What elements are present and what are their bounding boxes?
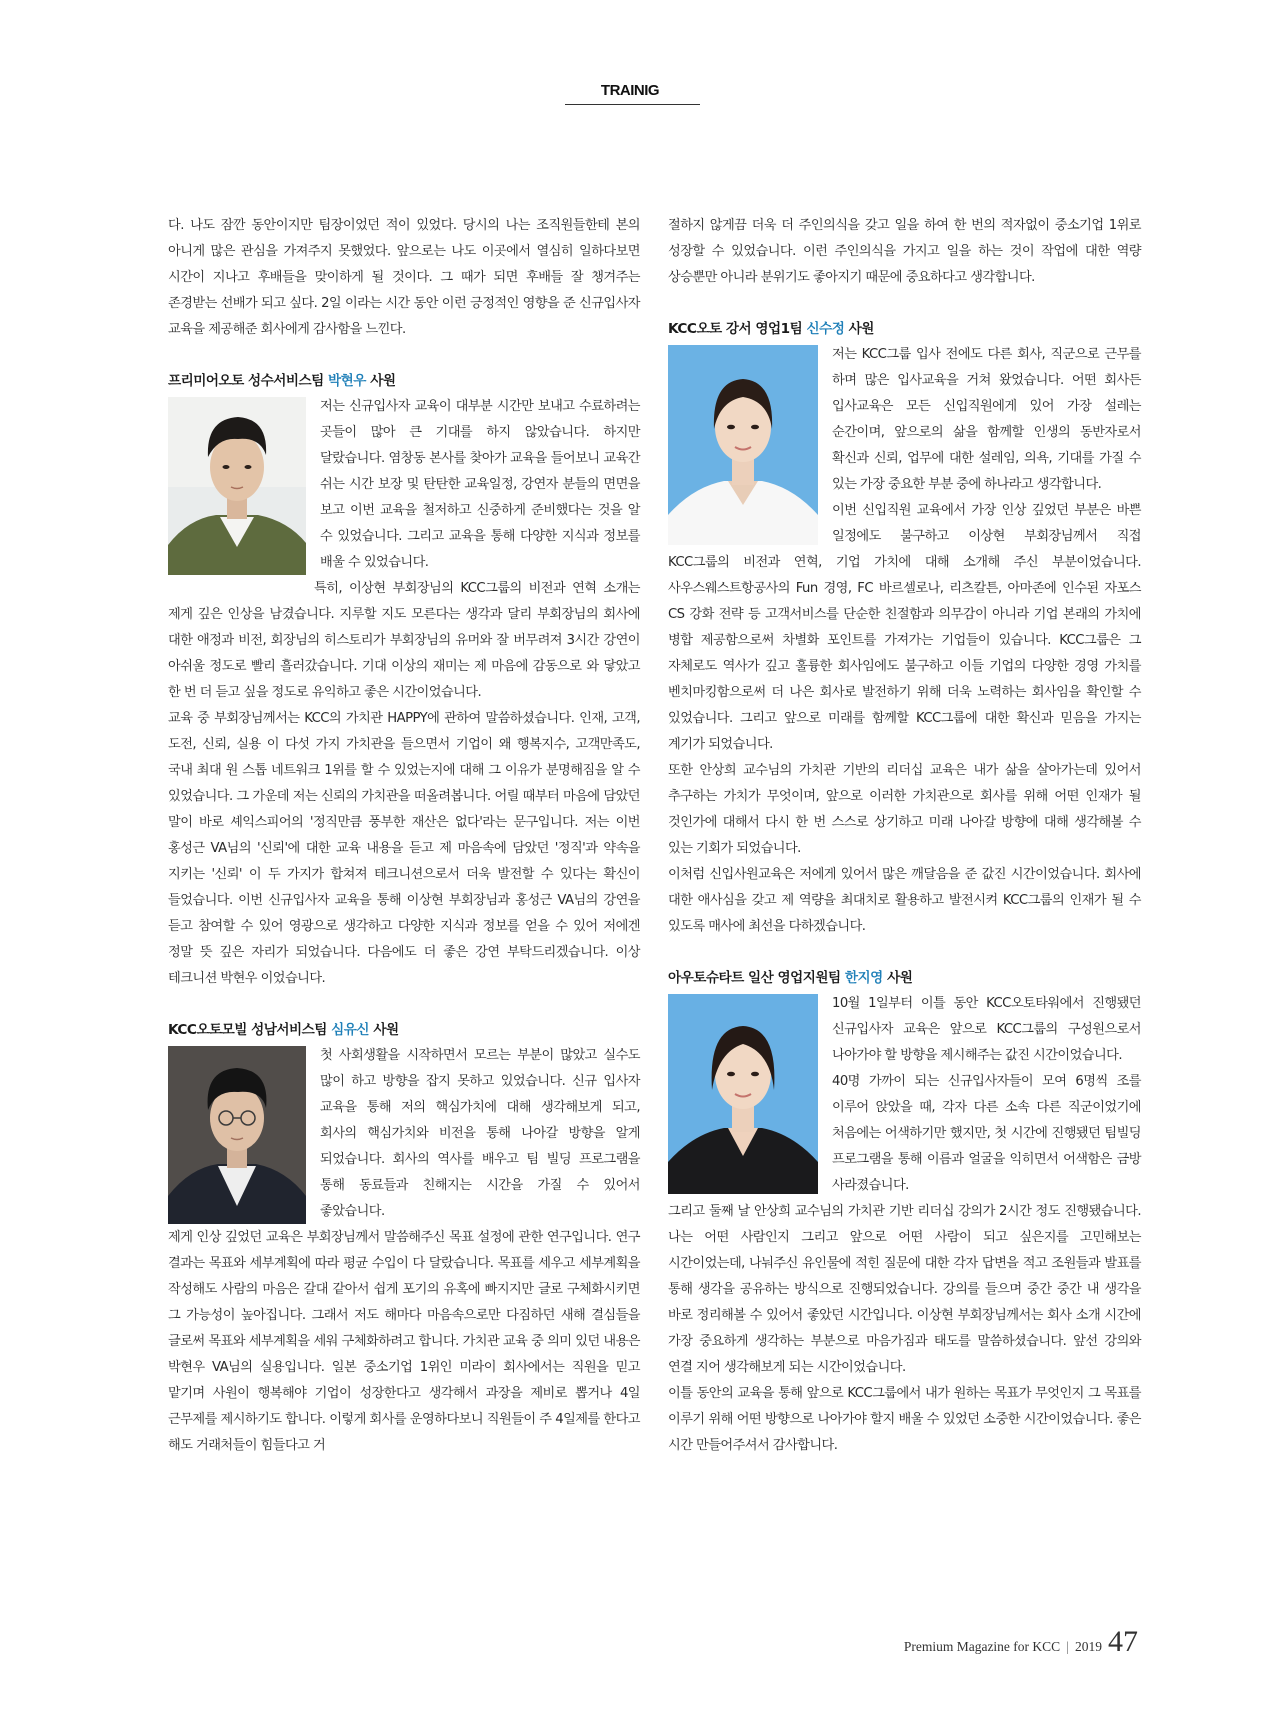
person-title: 사원	[370, 373, 396, 389]
paragraph: 40명 가까이 되는 신규입사자들이 모여 6명씩 조를 이루어 앉았을 때, 각자 다른 소속 다른 직군이었기에 처음에는 어색하기만 했지만, 첫 시간에 진행됐던 팀빌딩 프로그램을 통해 이름과 얼굴을 익히면서 어색함은 금방 사라졌습니다.	[832, 1074, 1141, 1193]
paragraph: 저는 신규입사자 교육이 대부분 시간만 보내고 수료하려는 곳들이 많아 큰 기대를 하지 않았습니다. 하지만 달랐습니다. 염창동 본사를 찾아가 교육을 들어보니 교육간 쉬는 시간 보장 및 탄탄한 교육일정, 강연자 분들의 면면을 보고 이번 교육을 철저하고 신중하게 준비했다는 것을 알 수 있었습니다. 그리고 교육을 통해 다양한 지식과 정보를 배울 수 있었습니다.	[320, 399, 640, 570]
person-name: 한지영	[844, 970, 883, 986]
portrait-photo	[668, 994, 818, 1194]
paragraph: 제게 인상 깊었던 교육은 부회장님께서 말씀해주신 목표 설정에 관한 연구입니다. 연구 결과는 목표와 세부계획에 따라 평균 수입이 다 달랐습니다. 목표를 세우고 세부계획을 작성해도 사람의 마음은 갈대 같아서 쉽게 포기의 유혹에 빠지지만 글로 구체화시키면 그 가능성이 높아집니다. 그래서 저도 해마다 마음속으로만 다짐하던 새해 결심들을 글로써 목표와 세부계획을 세워 구체화하려고 합니다. 가치관 교육 중 의미 있던 내용은 박현우 VA님의 실용입니다. 일본 중소기업 1위인 미라이 회사에서는 직원을 믿고 맡기며 사원이 행복해야 기업이 성장한다고 생각해서 과장을 제비로 뽑거나 4일 근무제를 제시하기도 합니다. 이렇게 회사를 운영하다보니 직원들이 주 4일제를 한다고 해도 거래처들이 힘들다고 거	[168, 1230, 640, 1453]
testimonial-sim-yusin	[168, 1017, 640, 1459]
page-footer	[904, 1627, 1138, 1657]
intro-paragraph: 다. 나도 잠깐 동안이지만 팀장이었던 적이 있었다. 당시의 나는 조직원들한테 본의 아니게 많은 관심을 가져주지 못했었다. 앞으로는 나도 이곳에서 열심히 일하다보면 시간이 지나고 후배들을 맞이하게 될 것이다. 그 때가 되면 후배들 잘 챙겨주는 존경받는 선배가 되고 싶다. 2일 이라는 시간 동안 이런 긍정적인 영향을 준 신규입사자 교육을 제공해준 회사에게 감사함을 느낀다.	[168, 218, 640, 337]
testimonial-park-hyunwoo	[168, 368, 640, 992]
section-label: TRAINIG	[600, 82, 660, 99]
paragraph: 10월 1일부터 이틀 동안 KCC오토타워에서 진행됐던 신규입사자 교육은 앞으로 KCC그룹의 구성원으로서 나아가야 할 방향을 제시해주는 값진 시간이었습니다.	[832, 996, 1141, 1063]
paragraph: 첫 사회생활을 시작하면서 모르는 부분이 많았고 실수도 많이 하고 방향을 잡지 못하고 있었습니다. 신규 입사자 교육을 통해 저의 핵심가치에 대해 생각해보게 되고, 회사의 핵심가치와 비전을 통해 나아갈 방향을 알게 되었습니다. 회사의 역사를 배우고 팀 빌딩 프로그램을 통해 동료들과 친해지는 시간을 가질 수 있어서 좋았습니다.	[320, 1048, 640, 1219]
person-title: 사원	[848, 321, 874, 337]
paragraph: 이틀 동안의 교육을 통해 앞으로 KCC그룹에서 내가 원하는 목표가 무엇인지 그 목표를 이루기 위해 어떤 방향으로 나아가야 할지 배울 수 있었던 소중한 시간이었습니다. 좋은 시간 만들어주셔서 감사합니다.	[668, 1386, 1141, 1453]
page-number: 47	[1108, 1625, 1138, 1658]
magazine-name: Premium Magazine for KCC	[903, 1639, 1061, 1654]
paragraph: 그리고 둘째 날 안상희 교수님의 가치관 기반 리더십 강의가 2시간 정도 진행됐습니다. 나는 어떤 사람인지 그리고 앞으로 어떤 사람이 되고 싶은지를 고민해보는 시간이었는데, 나눠주신 유인물에 적힌 질문에 대한 각자 답변을 적고 조원들과 발표를 통해 생각을 공유하는 방식으로 진행되었습니다. 강의를 들으며 중간 중간 내 생각을 바로 정리해볼 수 있어서 좋았던 시간입니다. 이상현 부회장님께서는 회사 소개 시간에 가장 중요하게 생각하는 부분으로 마음가짐과 태도를 말씀하셨습니다. 앞선 강의와 연결 지어 생각해보게 되는 시간이었습니다.	[668, 1204, 1141, 1375]
intro-paragraph: 절하지 않게끔 더욱 더 주인의식을 갖고 일을 하여 한 번의 적자없이 중소기업 1위로 성장할 수 있었습니다. 이런 주인의식을 가지고 일을 하는 것이 작업에 대한 역량 상승뿐만 아니라 분위기도 좋아지기 때문에 중요하다고 생각합니다.	[668, 218, 1141, 285]
team-name: 프리미어오토 성수서비스팀	[168, 373, 324, 389]
section-heading	[168, 1017, 640, 1043]
paragraph: 특히, 이상현 부회장님의 KCC그룹의 비전과 연혁 소개는 제게 깊은 인상을 남겼습니다. 지루할 지도 모른다는 생각과 달리 부회장님의 회사에 대한 애정과 비전, 회장님의 히스토리가 부회장님의 유머와 잘 버무려져 3시간 강연이 아쉬울 정도로 빨리 흘러갔습니다. 기대 이상의 재미는 제 마음에 감동으로 와 닿았고 한 번 더 듣고 싶을 정도로 유익하고 좋은 시간이었습니다.	[168, 581, 640, 700]
portrait-photo	[168, 1046, 306, 1224]
section-heading	[168, 368, 640, 394]
portrait-photo	[168, 397, 306, 575]
team-name: 아우토슈타트 일산 영업지원팀	[668, 970, 841, 986]
section-heading	[668, 316, 1141, 342]
left-column	[168, 213, 640, 1459]
portrait-photo	[668, 345, 818, 545]
team-name: KCC오토 강서 영업1팀	[668, 321, 803, 337]
paragraph: 이처럼 신입사원교육은 저에게 있어서 많은 깨달음을 준 값진 시간이었습니다. 회사에 대한 애사심을 갖고 제 역량을 최대치로 활용하고 발전시켜 KCC그룹의 인재가 될 수 있도록 매사에 최선을 다하겠습니다.	[668, 867, 1141, 934]
team-name: KCC오토모빌 성남서비스팀	[168, 1022, 327, 1038]
paragraph: 이번 신입직원 교육에서 가장 인상 깊었던 부분은 바쁜 일정에도 불구하고 이상현 부회장님께서 직접 KCC그룹의 비전과 연혁, 기업 가치에 대해 소개해 주신 부분이었습니다. 사우스웨스트항공사의 Fun 경영, FC 바르셀로나, 리츠칼튼, 아마존에 인수된 자포스 CS 강화 전략 등 고객서비스를 단순한 친절함과 의무감이 아니라 기업 본래의 가치에 병합 제공함으로써 차별화 포인트를 가져가는 기업들이 있습니다. KCC그룹은 그 자체로도 역사가 깊고 훌륭한 회사임에도 불구하고 이들 기업의 다양한 경영 가치를 벤치마킹함으로써 더 나은 회사로 발전하기 위해 더욱 노력하는 회사임을 확인할 수 있었습니다. 그리고 앞으로 미래를 함께할 KCC그룹에 대한 확신과 믿음을 가지는 계기가 되었습니다.	[668, 503, 1141, 752]
section-label-underline	[565, 104, 700, 105]
issue-year: 2019	[1075, 1639, 1102, 1654]
paragraph: 또한 안상희 교수님의 가치관 기반의 리더십 교육은 내가 삶을 살아가는데 있어서 추구하는 가치가 무엇이며, 앞으로 이러한 가치관으로 회사를 위해 어떤 인재가 될 것인가에 대해서 다시 한 번 스스로 상기하고 미래 나아갈 방향에 대해 생각해볼 수 있는 기회가 되었습니다.	[668, 763, 1141, 856]
person-title: 사원	[887, 970, 913, 986]
right-column	[668, 213, 1141, 1459]
testimonial-shin-sujeong	[668, 316, 1141, 940]
paragraph: 교육 중 부회장님께서는 KCC의 가치관 HAPPY에 관하여 말씀하셨습니다. 인재, 고객, 도전, 신뢰, 실용 이 다섯 가지 가치관을 들으면서 기업이 왜 행복지수, 고객만족도, 국내 최대 원 스톱 네트워크 1위를 할 수 있었는지에 대해 그 이유가 분명해짐을 알 수 있었습니다. 그 가운데 저는 신뢰의 가치관을 떠올려봅니다. 어릴 때부터 마음에 담았던 말이 바로 셰익스피어의 '정직만큼 풍부한 재산은 없다'라는 문구입니다. 저는 이번 홍성근 VA님의 '신뢰'에 대한 교육 내용을 듣고 제 마음속에 담았던 '정직'과 약속을 지키는 '신뢰' 이 두 가지가 합쳐져 테크니션으로서 더욱 발전할 수 있다는 확신이 들었습니다. 이번 신규입사자 교육을 통해 이상현 부회장님과 홍성근 VA님의 강연을 듣고 참여할 수 있어 영광으로 생각하고 다양한 지식과 정보를 얻을 수 있어 저에겐 정말 뜻 깊은 자리가 되었습니다. 다음에도 더 좋은 강연 부탁드리겠습니다. 이상 테크니션 박현우 이었습니다.	[168, 711, 640, 986]
testimonial-han-jiyoung	[668, 965, 1141, 1459]
person-name: 심유신	[331, 1022, 370, 1038]
footer-separator: |	[1066, 1640, 1069, 1655]
person-name: 박현우	[328, 373, 366, 389]
person-title: 사원	[373, 1022, 399, 1038]
paragraph: 저는 KCC그룹 입사 전에도 다른 회사, 직군으로 근무를 하며 많은 입사교육을 거쳐 왔었습니다. 어떤 회사든 입사교육은 모든 신입직원에게 있어 가장 설레는 순간이며, 앞으로의 삶을 함께할 인생의 동반자로서 확신과 신뢰, 업무에 대한 설레임, 의욕, 기대를 가질 수 있는 가장 중요한 부분 중에 하나라고 생각합니다.	[832, 347, 1141, 492]
person-name: 신수정	[806, 321, 845, 337]
section-heading	[668, 965, 1141, 991]
